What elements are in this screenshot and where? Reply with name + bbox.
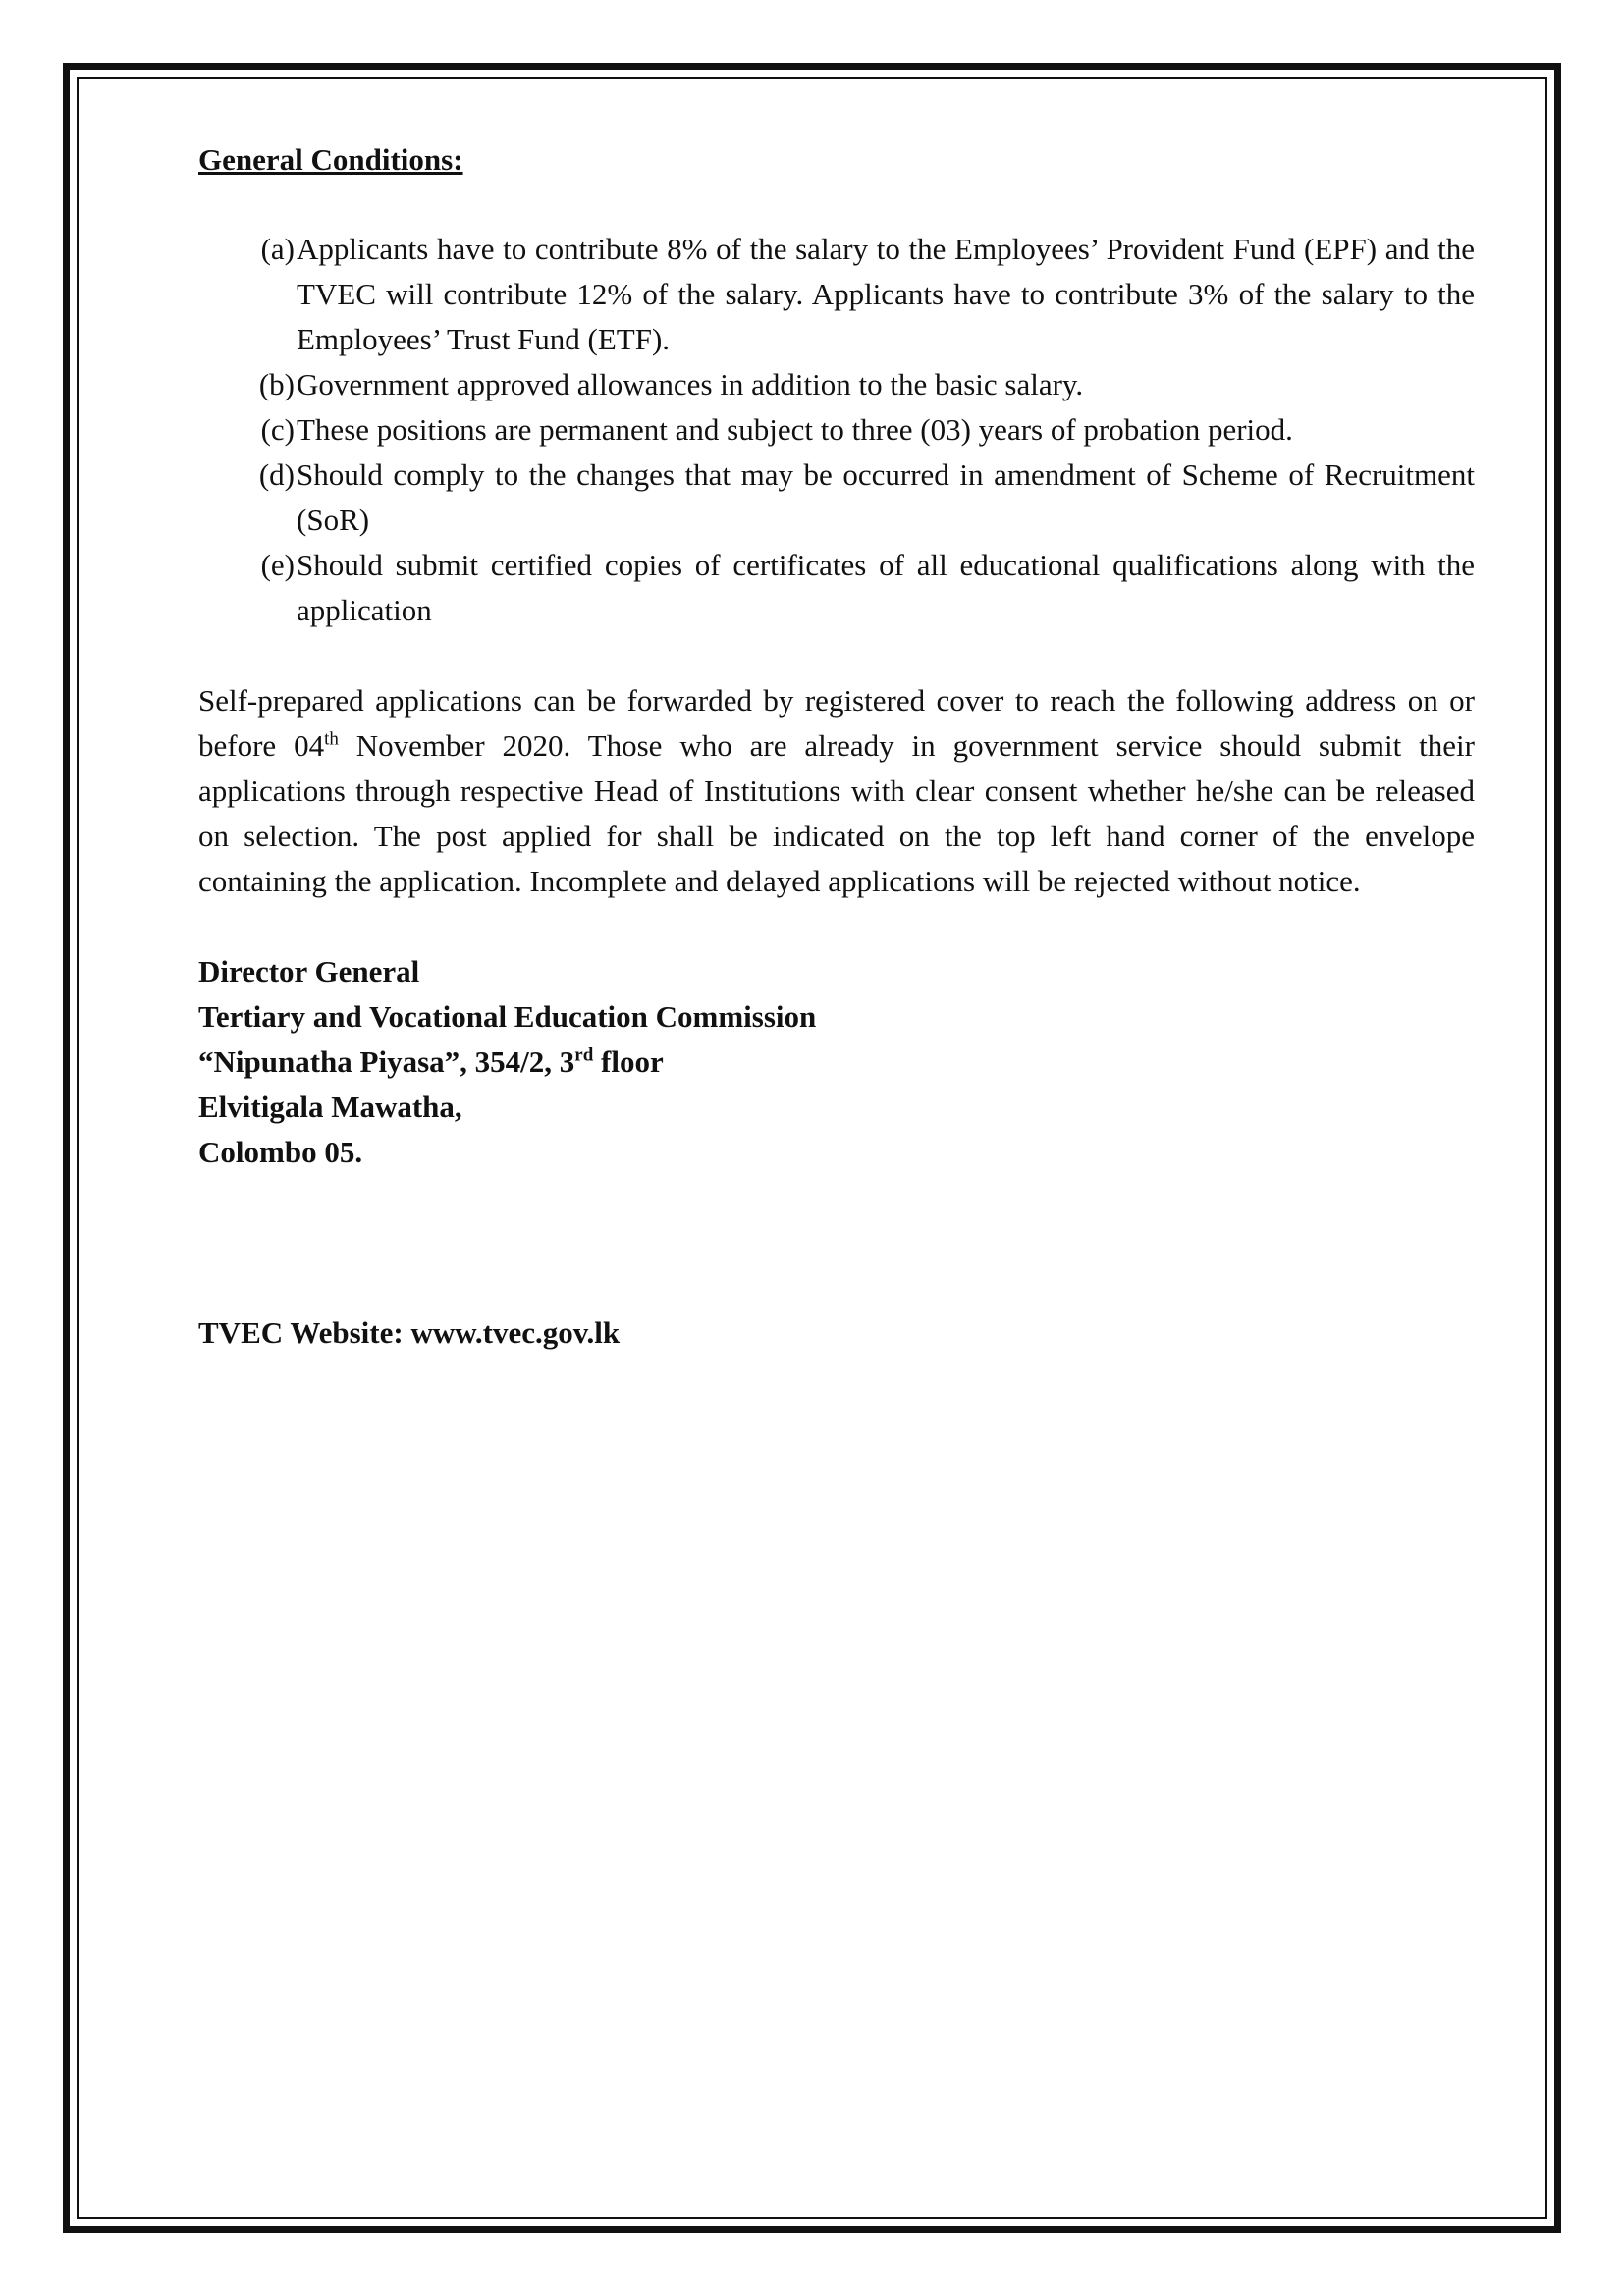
- condition-text: Should submit certified copies of certificates of all educational qualifications along with the application: [297, 548, 1475, 627]
- submission-text-part1: Self-prepared applications can be forwarded by registered cover to reach the following address on or before 04: [198, 683, 1475, 763]
- address-building-part1: “Nipunatha Piyasa”, 354/2, 3: [198, 1044, 575, 1079]
- address-recipient: Director General: [198, 954, 420, 988]
- condition-marker: (b): [258, 367, 295, 401]
- condition-marker: (a): [260, 232, 295, 266]
- address-street: Elvitigala Mawatha,: [198, 1090, 462, 1124]
- condition-text: Government approved allowances in addition to the basic salary.: [297, 367, 1084, 401]
- condition-item-a: [198, 227, 1475, 362]
- address-building: [198, 1040, 1475, 1085]
- date-ordinal-suffix: th: [324, 728, 339, 750]
- website-line: TVEC Website: www.tvec.gov.lk: [198, 1315, 621, 1350]
- address-building-part2: floor: [593, 1044, 664, 1079]
- condition-item-c: [198, 407, 1475, 453]
- condition-item-b: [198, 362, 1475, 407]
- condition-marker: (c): [260, 412, 295, 447]
- condition-text: These positions are permanent and subject to three (03) years of probation period.: [297, 412, 1293, 447]
- condition-marker: (d): [258, 457, 295, 492]
- postal-address: [198, 949, 1475, 1175]
- condition-marker: (e): [260, 548, 295, 582]
- general-conditions-heading: General Conditions:: [198, 142, 463, 177]
- condition-text: Should comply to the changes that may be occurred in amendment of Scheme of Recruitment (SoR): [297, 457, 1475, 537]
- submission-paragraph: [198, 678, 1475, 904]
- floor-ordinal-suffix: rd: [574, 1044, 594, 1066]
- submission-text-part2: November 2020. Those who are already in government service should submit their applications through respective Head of Institutions with clear consent whether he/she can be released on selection. The post applied for shall be indicated on the top left hand corner of the envelope containing the application. Incomplete and delayed applications will be rejected without notice.: [198, 728, 1475, 898]
- document-body: [198, 137, 1475, 1356]
- condition-item-d: [198, 453, 1475, 543]
- address-city: Colombo 05.: [198, 1135, 363, 1169]
- condition-item-e: [198, 543, 1475, 633]
- address-organization: Tertiary and Vocational Education Commission: [198, 999, 817, 1034]
- condition-text: Applicants have to contribute 8% of the salary to the Employees’ Provident Fund (EPF) and the TVEC will contribute 12% of the salary. Applicants have to contribute 3% of the salary to the Employees’ Trust Fund (ETF).: [297, 232, 1475, 356]
- conditions-list: [198, 227, 1475, 633]
